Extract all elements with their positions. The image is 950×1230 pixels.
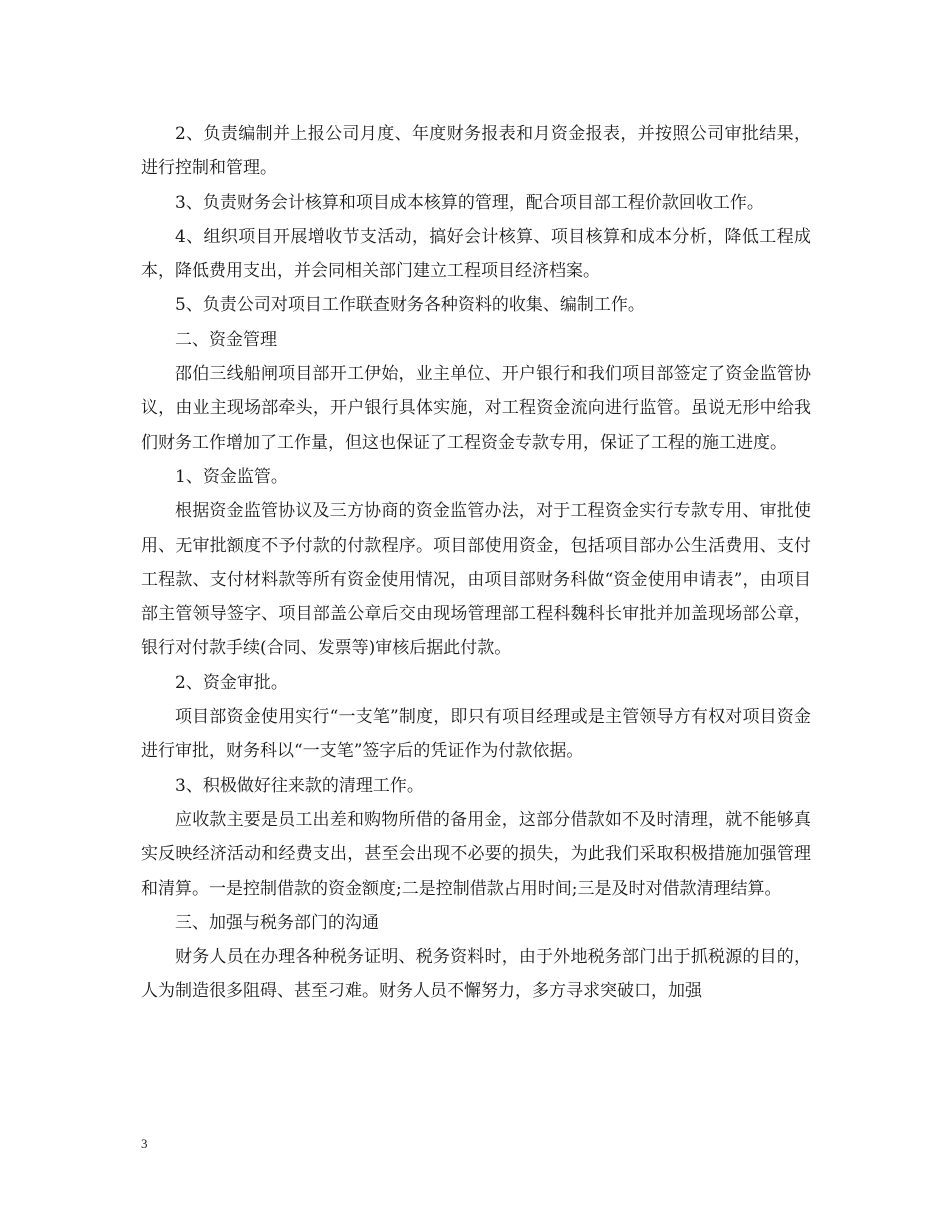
subsection-heading: 3、积极做好往来款的清理工作。: [175, 775, 424, 796]
section-heading: 三、加强与税务部门的沟通: [175, 912, 379, 933]
subsection-heading: 2、资金审批。: [175, 672, 288, 693]
paragraph: 根据资金监管协议及三方协商的资金监管办法，对于工程资金实行专款专用、审批使用、无审批额度不予付款的付款程序。项目部使用资金，包括项目部办公生活费用、支付工程款、支付材料款等所有资金使用情况，由项目部财务科做“资金使用申请表”，由项目部主管领导签字、项目部盖公章后交由现场管理部工程科魏科长审批并加盖现场部公章，银行对付款手续(合同、发票等)审核后据此付款。: [141, 501, 811, 659]
document-body: [141, 117, 811, 1009]
subsection-heading: 1、资金监管。: [175, 466, 288, 487]
paragraph: 项目部资金使用实行“一支笔”制度，即只有项目经理或是主管领导方有权对项目资金进行审批，财务科以“一支笔”签字后的凭证作为付款依据。: [141, 707, 811, 762]
paragraph: 5、负责公司对项目工作联查财务各种资料的收集、编制工作。: [175, 295, 645, 316]
paragraph: 应收款主要是员工出差和购物所借的备用金，这部分借款如不及时清理，就不能够真实反映经济活动和经费支出，甚至会出现不必要的损失，为此我们采取积极措施加强管理和清算。一是控制借款的资金额度;二是控制借款占用时间;三是及时对借款清理结算。: [141, 809, 811, 899]
page-number: 3: [141, 1136, 148, 1151]
paragraph: 2、负责编制并上报公司月度、年度财务报表和月资金报表，并按照公司审批结果，进行控制和管理。: [141, 124, 811, 179]
paragraph: 4、组织项目开展增收节支活动，搞好会计核算、项目核算和成本分析，降低工程成本，降低费用支出，并会同相关部门建立工程项目经济档案。: [141, 226, 811, 282]
section-heading: 二、资金管理: [175, 329, 277, 350]
paragraph: 3、负责财务会计核算和项目成本核算的管理，配合项目部工程价款回收工作。: [175, 192, 764, 213]
paragraph: 邵伯三线船闸项目部开工伊始，业主单位、开户银行和我们项目部签定了资金监管协议，由业主现场部牵头，开户银行具体实施，对工程资金流向进行监管。虽说无形中给我们财务工作增加了工作量，但这也保证了工程资金专款专用，保证了工程的施工进度。: [141, 364, 811, 453]
paragraph: 财务人员在办理各种税务证明、税务资料时，由于外地税务部门出于抓税源的目的，人为制造很多阻碍、甚至刁难。财务人员不懈努力，多方寻求突破口，加强: [141, 947, 811, 1002]
